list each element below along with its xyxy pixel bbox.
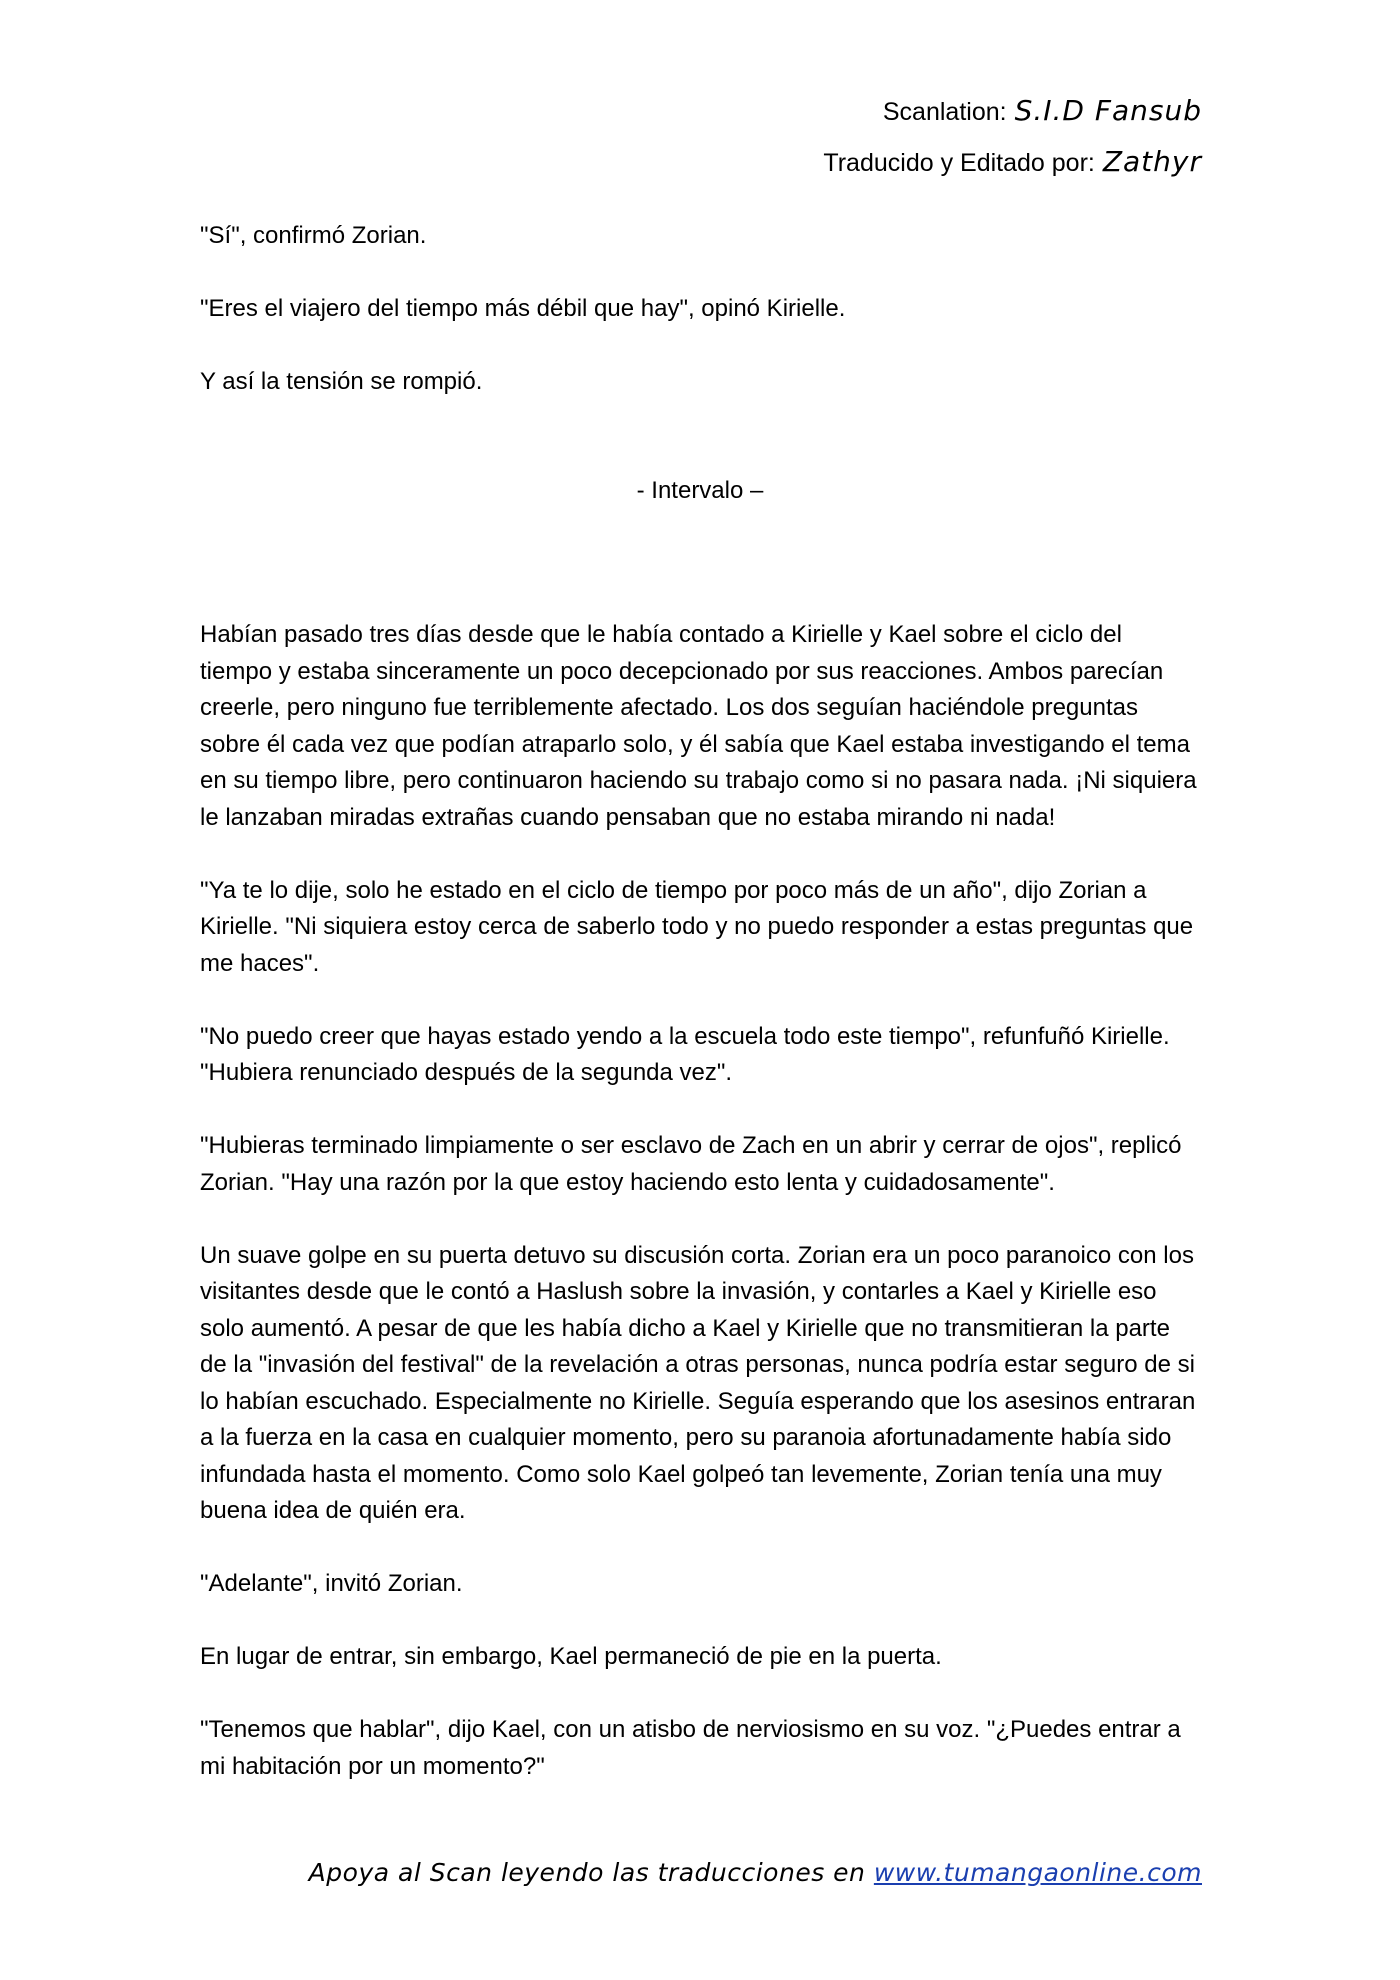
paragraph: En lugar de entrar, sin embargo, Kael permaneció de pie en la puerta. (200, 1643, 942, 1670)
scanlation-name: S.I.D Fansub (1014, 94, 1202, 127)
translator-name: Zathyr (1102, 145, 1202, 178)
paragraph: "Ya te lo dije, solo he estado en el ciclo de tiempo por poco más de un año", dijo Zorian a Kirielle. "Ni siquiera estoy cerca de saberlo todo y no puedo responder a estas preguntas que me haces". (200, 876, 1194, 977)
footer-note (309, 1858, 1202, 1887)
scanlation-credit (823, 86, 1202, 137)
paragraph: Habían pasado tres días desde que le había contado a Kirielle y Kael sobre el ciclo del tiempo y estaba sinceramente un poco decepcionado por sus reacciones. Ambos parecían creerle, pero ninguno fue terriblemente afectado. Los dos seguían haciéndole preguntas sobre él cada vez que podían atraparlo solo, y él sabía que Kael estaba investigando el tema en su tiempo libre, pero continuaron haciendo su trabajo como si no pasara nada. ¡Ni siquiera le lanzaban miradas extrañas cuando pensaban que no estaba mirando ni nada! (200, 621, 1197, 831)
scene-break: - Intervalo – (636, 476, 764, 504)
paragraph: "No puedo creer que hayas estado yendo a la escuela todo este tiempo", refunfuñó Kirielle. "Hubiera renunciado después de la segunda vez". (200, 1022, 1170, 1086)
paragraph: "Tenemos que hablar", dijo Kael, con un atisbo de nerviosismo en su voz. "¿Puedes entrar a mi habitación por un momento?" (200, 1716, 1181, 1780)
paragraph: "Adelante", invitó Zorian. (200, 1570, 463, 1597)
paragraph: "Eres el viajero del tiempo más débil que hay", opinó Kirielle. (200, 295, 846, 322)
paragraph: Y así la tensión se rompió. (200, 368, 483, 395)
story-text (200, 218, 1200, 1822)
credits-header (823, 86, 1202, 188)
translator-credit (823, 137, 1202, 188)
paragraph: "Sí", confirmó Zorian. (200, 222, 427, 249)
paragraph: Un suave golpe en su puerta detuvo su discusión corta. Zorian era un poco paranoico con los visitantes desde que le contó a Haslush sobre la invasión, y contarles a Kael y Kirielle eso solo aumentó. A pesar de que les había dicho a Kael y Kirielle que no transmitieran la parte de la "invasión del festival" de la revelación a otras personas, nunca podría estar seguro de si lo habían escuchado. Especialmente no Kirielle. Seguía esperando que los asesinos entraran a la fuerza en la casa en cualquier momento, pero su paranoia afortunadamente había sido infundada hasta el momento. Como solo Kael golpeó tan levemente, Zorian tenía una muy buena idea de quién era. (200, 1241, 1196, 1524)
footer-link[interactable]: www.tumangaonline.com (873, 1858, 1202, 1887)
paragraph: "Hubieras terminado limpiamente o ser esclavo de Zach en un abrir y cerrar de ojos", replicó Zorian. "Hay una razón por la que estoy haciendo esto lenta y cuidadosamente". (200, 1132, 1182, 1196)
scanlation-label: Scanlation: (882, 98, 1007, 126)
footer-text: Apoya al Scan leyendo las traducciones en (308, 1858, 874, 1887)
translator-label: Traducido y Editado por: (823, 149, 1095, 177)
